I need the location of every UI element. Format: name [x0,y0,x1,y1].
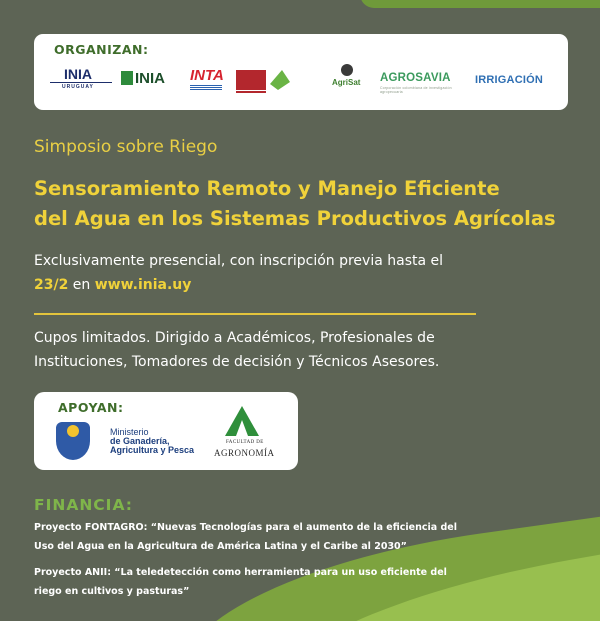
inia-uruguay-logo: INIA URUGUAY [50,66,112,92]
irrigacion-logo: IRRIGACIÓN [475,74,543,86]
uruguay-coat-of-arms-icon [56,422,90,460]
agrosavia-logo: AGROSAVIA Corporación colombiana de investigación agropecuaria [380,72,452,94]
leaf-logo-icon [270,70,290,90]
inia-chile-logo: INIA [121,70,165,87]
anii-project: Proyecto ANII: “La teledetección como herramienta para un uso eficiente del riego en cultivos y pasturas” [34,567,447,597]
organizers-panel [34,34,568,110]
inta-logo: INTA [190,67,224,84]
faculty-label: FACULTAD DE [226,440,264,445]
website-link[interactable]: www.inia.uy [94,277,192,293]
fontagro-project: Proyecto FONTAGRO: “Nuevas Tecnologías para el aumento de la eficiencia del Uso del Agua en la Agricultura de América Latina y el Caribe al 2030” [34,522,457,552]
funders-label: FINANCIA: [34,496,133,514]
organizers-label: ORGANIZAN: [54,42,149,57]
globe-icon [341,64,353,76]
symposium-subtitle: Simposio sobre Riego [34,137,218,157]
registration-deadline: 23/2 en www.inia.uy [34,277,192,293]
deadline-date: 23/2 [34,277,69,293]
sun-icon [67,425,79,437]
agency-red-logo [236,70,266,90]
event-title-line-1: Sensoramiento Remoto y Manejo Eficiente [34,177,500,200]
mgap-logo-text: Ministerio de Ganadería, Agricultura y Pesca [110,427,195,455]
event-title [34,174,556,234]
registration-note: Exclusivamente presencial, con inscripción previa hasta el [34,253,444,269]
supporters-label: APOYAN: [58,400,124,415]
top-wave-decoration [360,0,600,8]
agronomia-label: AGRONOMÍA [214,448,275,458]
event-title-line-2: del Agua en los Sistemas Productivos Agrícolas [34,207,556,230]
audience-note: Cupos limitados. Dirigido a Académicos, Profesionales de Instituciones, Tomadores de decisión y Técnicos Asesores. [34,330,440,370]
agrisat-logo: AgriSat [332,64,362,96]
supporters-panel [34,392,298,470]
section-divider [34,313,476,315]
